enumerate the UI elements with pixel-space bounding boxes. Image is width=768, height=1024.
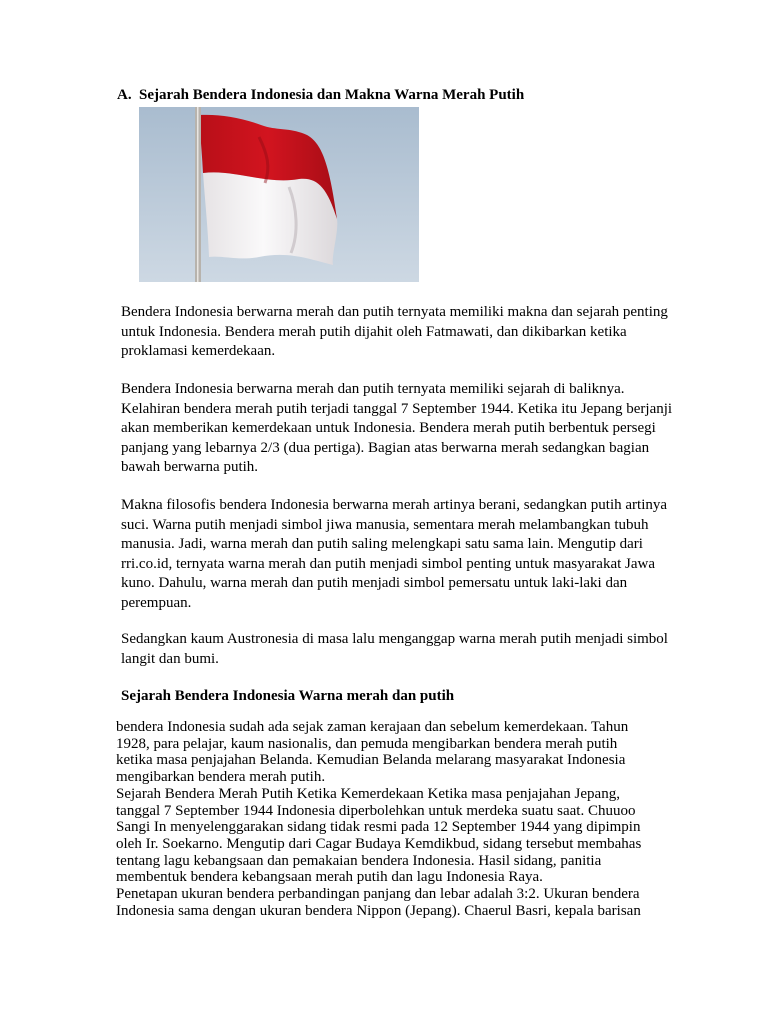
paragraph-4: Sedangkan kaum Austronesia di masa lalu menganggap warna merah putih menjadi simbol langit dan bumi. [121, 631, 668, 667]
flag-white-half [203, 172, 337, 265]
body-text-block: bendera Indonesia sudah ada sejak zaman kerajaan dan sebelum kemerdekaan. Tahun 1928, para pelajar, kaum nasionalis, dan pemuda mengibarkan bendera merah putih ketika masa penjajahan Belanda. Kemudian Belanda melarang masyarakat Indonesia mengibarkan bendera merah putih. Sejarah Bendera Merah Putih Ketika Kemerdekaan Ketika masa penjajahan Jepang, tanggal 7 September 1944 Indonesia diperbolehkan untuk merdeka suatu saat. Chuuoo Sangi In menyelenggarakan sidang tidak resmi pada 12 September 1944 yang dipimpin oleh Ir. Soekarno. Mengutip dari Cagar Budaya Kemdikbud, sidang tersebut membahas tentang lagu kebangsaan dan pemakaian bendera Indonesia. Hasil sidang, panitia membentuk bendera kebangsaan merah putih dan lagu Indonesia Raya. Penetapan ukuran bendera perbandingan panjang dan lebar adalah 3:2. Ukuran bendera Indonesia sama dengan ukuran bendera Nippon (Jepang). Chaerul Basri, kepala barisan [116, 719, 642, 919]
subheading: Sejarah Bendera Indonesia Warna merah dan putih [121, 688, 455, 704]
indonesian-flag-photo [139, 107, 419, 282]
paragraph-3: Makna filosofis bendera Indonesia berwarna merah artinya berani, sedangkan putih artinya suci. Warna putih menjadi simbol jiwa manusia, sementara merah melambangkan tubuh manusia. Jadi, warna merah dan putih saling melengkapi satu sama lain. Mengutip dari rri.co.id, ternyata warna merah dan putih menjadi simbol penting untuk masyarakat Jawa kuno. Dahulu, warna merah dan putih menjadi simbol pemersatu untuk laki-laki dan perempuan. [121, 497, 668, 611]
paragraph-2: Bendera Indonesia berwarna merah dan putih ternyata memiliki sejarah di baliknya. Kelahiran bendera merah putih terjadi tanggal 7 September 1944. Ketika itu Jepang berjanji akan memberikan kemerdekaan untuk Indonesia. Bendera merah putih berbentuk persegi panjang yang lebarnya 2/3 (dua pertiga). Bagian atas berwarna merah sedangkan bagian bawah berwarna putih. [121, 381, 673, 475]
section-title: Sejarah Bendera Indonesia dan Makna Warna Merah Putih [139, 87, 525, 103]
section-number: A. [117, 87, 132, 103]
paragraph-1: Bendera Indonesia berwarna merah dan putih ternyata memiliki makna dan sejarah penting untuk Indonesia. Bendera merah putih dijahit oleh Fatmawati, dan dikibarkan ketika proklamasi kemerdekaan. [121, 304, 668, 359]
section-heading [117, 87, 524, 104]
flagpole-highlight [197, 107, 199, 282]
